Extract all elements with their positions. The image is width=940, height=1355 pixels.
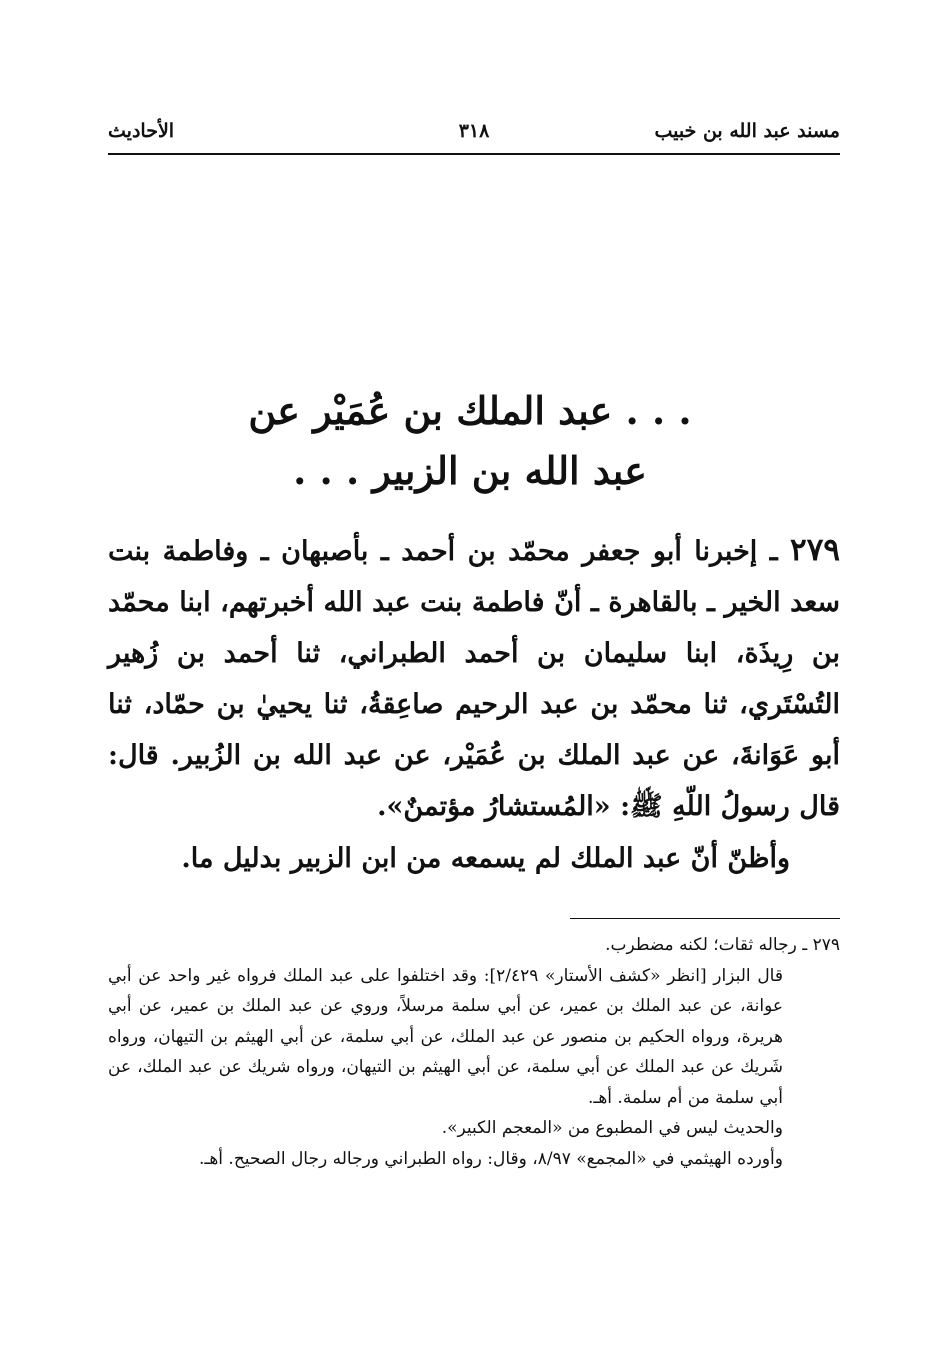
running-header [108,112,840,152]
author-note: وأظنّ أنّ عبد الملك لم يسمعه من ابن الزبير بدليل ما. [181,843,790,874]
footnote-paragraph-3: وأورده الهيثمي في «المجمع» ٨/٩٧، وقال: رواه الطبراني ورجاله رجال الصحيح. أهـ. [198,1148,783,1169]
footnote-paragraph-1: قال البزار [انظر «كشف الأستار» ٢/٤٢٩]: وقد اختلفوا على عبد الملك فرواه غير واحد عن أبي عوانة، عن عبد الملك بن عمير، عن أبي سلمة مرسلاً، وروي عن عبد الملك بن عمير، عن أبي هريرة، ورواه الحكيم بن منصور عن عبد الملك، عن أبي سلمة، عن أبي الهيثم بن التيهان، ورواه شَريك عن عبد الملك عن أبي سلمة، عن أبي الهيثم بن التيهان، ورواه شريك عن عبد الملك، عن أبي سلمة من أم سلمة. أهـ. [108,965,783,1108]
header-divider [108,153,840,155]
footnote-paragraph-2: والحديث ليس في المطبوع من «المعجم الكبير». [441,1118,783,1138]
footnote-lead: ٢٧٩ ـ رجاله ثقات؛ لكنه مضطرب. [605,935,840,955]
footnotes [108,930,840,1174]
footnote-divider [570,918,840,919]
hadith-number: ٢٧٩ [790,532,840,568]
header-section: الأحاديث [108,120,175,142]
header-book-title: مسند عبد الله بن خبيب [654,120,840,142]
hadith-text [108,525,840,832]
chapter-title-line-1: . . . عبد الملك بن عُمَيْر عن [248,388,692,433]
hadith-body: ـ إخبرنا أبو جعفر محمّد بن أحمد ـ بأصبهان ـ وفاطمة بنت سعد الخير ـ بالقاهرة ـ أنّ فاطمة بنت عبد الله أخبرتهم، ابنا محمّد بن رِيذَة، ابنا سليمان بن أحمد الطبراني، ثنا أحمد بن زُهير التُسْتَري، ثنا محمّد بن عبد الرحيم صاعِقةُ، ثنا يحييٰ بن حمّاد، ثنا أبو عَوَانةَ، عن عبد الملك بن عُمَيْر، عن عبد الله بن الزُبير. قال: قال رسولُ اللّهِ ﷺ: «المُستشارُ مؤتمنٌ». [108,536,840,822]
chapter-title-line-2: عبد الله بن الزبير . . . [293,448,647,493]
header-page-number: ٣١٨ [458,120,490,142]
